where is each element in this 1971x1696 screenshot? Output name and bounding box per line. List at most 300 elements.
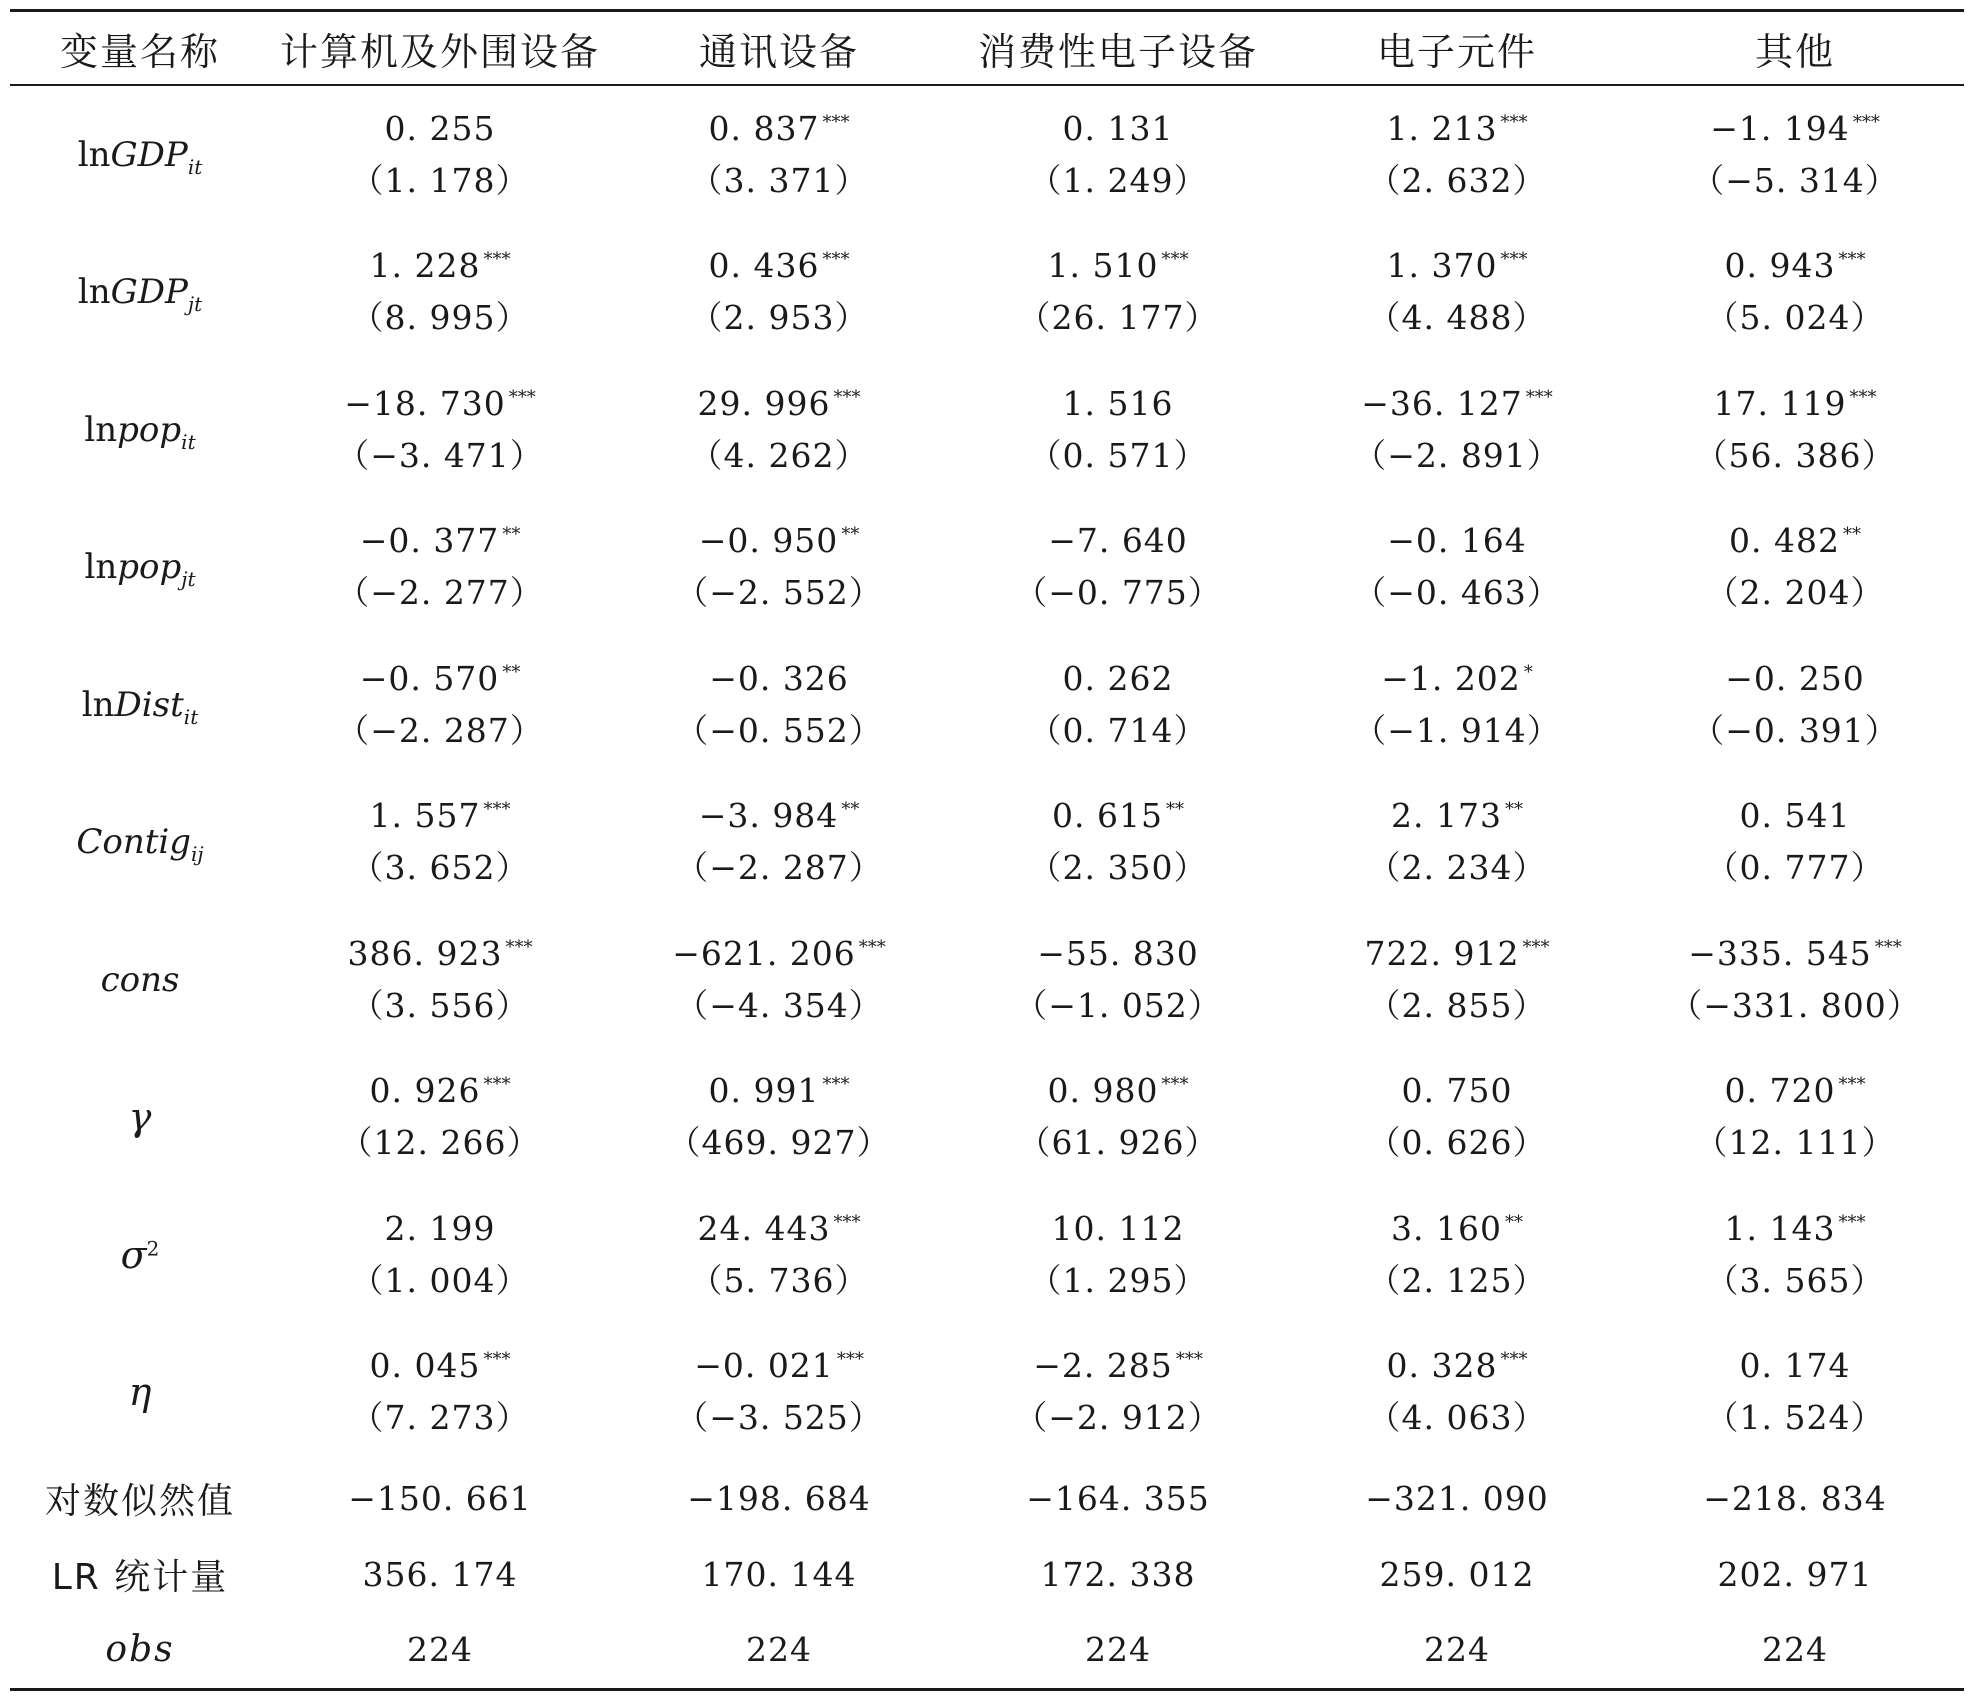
coefficient-value: 2. 199	[384, 1208, 496, 1248]
variable-name	[77, 134, 203, 179]
coefficient-value: 0. 720	[1724, 1071, 1836, 1111]
t-statistic: （−1. 052）	[1014, 985, 1222, 1025]
t-statistic: （5. 736）	[689, 1260, 869, 1300]
summary-value: 224	[1085, 1630, 1151, 1670]
summary-row	[10, 1612, 1964, 1688]
summary-value: 224	[746, 1630, 812, 1670]
header-cell-computers: 计算机及外围设备	[279, 29, 600, 74]
header-cell-communications: 通讯设备	[698, 29, 859, 74]
significance-stars: **	[502, 524, 521, 546]
coefficient	[360, 653, 521, 705]
variable-subscript: jt	[181, 567, 196, 592]
significance-stars: **	[841, 524, 860, 546]
t-statistic: （12. 266）	[339, 1123, 541, 1163]
t-statistic: （2. 855）	[1367, 985, 1547, 1025]
significance-stars: **	[1504, 799, 1523, 821]
significance-stars: ***	[1525, 386, 1553, 408]
t-statistic: （−3. 471）	[336, 435, 544, 475]
coefficient-value: 3. 160	[1391, 1208, 1502, 1248]
t-statistic: （4. 063）	[1367, 1398, 1547, 1438]
coefficient-value: −0. 950	[698, 521, 839, 561]
coefficient-value: −0. 164	[1387, 521, 1527, 561]
coefficient-value: 386. 923	[347, 933, 503, 973]
coefficient	[694, 1340, 864, 1392]
data-cell	[610, 86, 948, 224]
coefficient	[1048, 240, 1189, 292]
t-statistic: （3. 565）	[1705, 1260, 1885, 1300]
coefficient-value: −3. 984	[698, 796, 839, 836]
coefficient	[709, 103, 850, 155]
t-statistic: （1. 524）	[1705, 1398, 1885, 1438]
log-prefix: ln	[77, 272, 111, 313]
significance-stars: **	[1842, 524, 1861, 546]
coefficient	[1048, 515, 1188, 567]
coefficient-value: 0. 328	[1386, 1346, 1498, 1386]
coefficient-value: 0. 991	[708, 1071, 820, 1111]
summary-value: 356. 174	[362, 1554, 518, 1594]
summary-value: −164. 355	[1026, 1479, 1210, 1519]
coefficient	[1391, 1203, 1523, 1255]
coefficient-value: −1. 202	[1381, 658, 1521, 698]
significance-stars: ***	[1161, 249, 1189, 271]
coefficient	[370, 240, 511, 292]
variable-name	[76, 822, 204, 867]
coefficient-value: 1. 228	[369, 246, 481, 286]
variable-name	[129, 1095, 152, 1139]
data-cell	[610, 636, 948, 774]
significance-stars: ***	[833, 1211, 861, 1233]
coefficient	[1688, 928, 1902, 980]
summary-value: 259. 012	[1379, 1554, 1535, 1594]
t-statistic: （61. 926）	[1017, 1123, 1219, 1163]
data-cell	[1288, 1186, 1626, 1324]
coefficient-value: 0. 615	[1052, 796, 1163, 836]
data-cell	[1626, 361, 1964, 499]
t-statistic: （56. 386）	[1694, 435, 1896, 475]
data-cell	[1626, 774, 1964, 912]
row-label	[10, 1186, 270, 1324]
coefficient	[1361, 378, 1553, 430]
table-row	[10, 86, 1964, 224]
coefficient-value: 0. 045	[369, 1346, 481, 1386]
significance-stars: ***	[1500, 111, 1528, 133]
t-statistic: （0. 626）	[1367, 1123, 1547, 1163]
variable-symbol: σ	[120, 1232, 147, 1277]
data-cell	[1626, 224, 1964, 362]
t-statistic: （2. 632）	[1367, 160, 1547, 200]
header-cell-other: 其他	[1754, 29, 1835, 74]
significance-stars: ***	[858, 936, 886, 958]
coefficient-value: 722. 912	[1364, 933, 1520, 973]
coefficient-value: −2. 285	[1033, 1346, 1173, 1386]
coefficient	[1729, 515, 1861, 567]
variable-name	[129, 1370, 152, 1414]
t-statistic: （−4. 354）	[675, 985, 883, 1025]
coefficient	[385, 103, 496, 155]
t-statistic: （1. 178）	[350, 160, 530, 200]
variable-symbol: GDP	[110, 134, 188, 175]
table-row	[10, 224, 1964, 362]
coefficient-value: 1. 510	[1047, 246, 1159, 286]
summary-value: 224	[1762, 1630, 1828, 1670]
significance-stars: ***	[822, 249, 850, 271]
t-statistic: （4. 262）	[689, 435, 869, 475]
significance-stars: ***	[1500, 249, 1528, 271]
coefficient	[1037, 928, 1199, 980]
coefficient	[1387, 1340, 1528, 1392]
t-statistic: （−2. 912）	[1014, 1398, 1222, 1438]
t-statistic: （0. 714）	[1028, 710, 1208, 750]
log-prefix: ln	[84, 409, 118, 450]
data-cell	[1288, 774, 1626, 912]
summary-label: LR 统计量	[51, 1556, 229, 1598]
coefficient-value: 1. 557	[369, 796, 481, 836]
data-cell	[610, 774, 948, 912]
coefficient	[1052, 1203, 1185, 1255]
summary-value: 202. 971	[1717, 1554, 1873, 1594]
data-cell	[610, 361, 948, 499]
table-row	[10, 1186, 1964, 1324]
data-cell	[610, 1186, 948, 1324]
table-row	[10, 1324, 1964, 1462]
variable-symbol: γ	[128, 1095, 152, 1140]
data-cell	[1626, 499, 1964, 637]
data-cell	[270, 1186, 610, 1324]
coefficient-value: 0. 541	[1739, 796, 1851, 836]
data-cell	[948, 361, 1288, 499]
t-statistic: （3. 371）	[689, 160, 869, 200]
variable-name	[81, 684, 199, 729]
significance-stars: ***	[508, 386, 536, 408]
table-row	[10, 636, 1964, 774]
coefficient-value: −335. 545	[1688, 933, 1872, 973]
data-cell	[1288, 911, 1626, 1049]
t-statistic: （1. 295）	[1028, 1260, 1208, 1300]
variable-symbol: cons	[100, 959, 180, 1000]
t-statistic: （3. 652）	[350, 848, 530, 888]
significance-stars: **	[841, 799, 860, 821]
data-cell	[610, 224, 948, 362]
coefficient	[360, 515, 521, 567]
significance-stars: ***	[483, 799, 511, 821]
significance-stars: ***	[1874, 936, 1902, 958]
significance-stars: ***	[483, 1349, 511, 1371]
t-statistic: （3. 556）	[350, 985, 530, 1025]
t-statistic: （26. 177）	[1017, 298, 1219, 338]
data-cell	[1288, 499, 1626, 637]
variable-subscript: jt	[187, 292, 203, 317]
t-statistic: （−2. 277）	[336, 573, 544, 613]
variable-name	[84, 409, 196, 454]
coefficient	[1048, 1065, 1189, 1117]
coefficient-value: 0. 750	[1401, 1071, 1513, 1111]
t-statistic: （−0. 775）	[1014, 573, 1222, 613]
significance-stars: ***	[1522, 936, 1550, 958]
data-cell	[948, 1186, 1288, 1324]
coefficient	[699, 790, 860, 842]
data-cell	[270, 911, 610, 1049]
coefficient-value: 2. 173	[1391, 796, 1502, 836]
coefficient-value: 0. 436	[708, 246, 820, 286]
data-cell	[1288, 1324, 1626, 1462]
data-cell	[1288, 636, 1626, 774]
coefficient	[1710, 103, 1880, 155]
t-statistic: （−2. 552）	[675, 573, 883, 613]
significance-stars: ***	[1838, 1074, 1866, 1096]
coefficient	[699, 515, 860, 567]
coefficient	[1725, 1065, 1866, 1117]
header-cell-consumer-electronics: 消费性电子设备	[977, 29, 1258, 74]
coefficient	[1387, 515, 1527, 567]
t-statistic: （7. 273）	[350, 1398, 530, 1438]
coefficient	[1063, 103, 1174, 155]
summary-value: 172. 338	[1040, 1554, 1196, 1594]
t-statistic: （−3. 525）	[675, 1398, 883, 1438]
significance-stars: ***	[836, 1349, 864, 1371]
data-cell	[948, 499, 1288, 637]
significance-stars: ***	[1175, 1349, 1203, 1371]
variable-superscript: 2	[146, 1236, 160, 1261]
variable-symbol: GDP	[110, 272, 188, 313]
t-statistic: （12. 111）	[1694, 1123, 1896, 1163]
variable-symbol: η	[128, 1370, 152, 1415]
t-statistic: （1. 249）	[1028, 160, 1208, 200]
t-statistic: （2. 350）	[1028, 848, 1208, 888]
variable-name	[101, 960, 180, 1000]
coefficient	[370, 790, 511, 842]
t-statistic: （5. 024）	[1705, 298, 1885, 338]
coefficient-value: 1. 370	[1386, 246, 1498, 286]
coefficient-value: −0. 377	[359, 521, 500, 561]
t-statistic: （−5. 314）	[1691, 160, 1899, 200]
significance-stars: ***	[1849, 386, 1877, 408]
t-statistic: （2. 125）	[1367, 1260, 1547, 1300]
coefficient	[1052, 790, 1184, 842]
summary-value: −198. 684	[687, 1479, 871, 1519]
coefficient	[1402, 1065, 1513, 1117]
data-cell	[948, 224, 1288, 362]
data-cell	[270, 1324, 610, 1462]
significance-stars: **	[1165, 799, 1184, 821]
t-statistic: （2. 234）	[1367, 848, 1547, 888]
coefficient	[709, 240, 850, 292]
coefficient	[1033, 1340, 1203, 1392]
summary-value: 224	[1424, 1630, 1490, 1670]
significance-stars: **	[502, 661, 521, 683]
data-cell	[270, 1049, 610, 1187]
coefficient	[1725, 240, 1866, 292]
coefficient	[709, 1065, 850, 1117]
t-statistic: （0. 777）	[1705, 848, 1885, 888]
header-row	[10, 12, 1964, 84]
t-statistic: （−2. 287）	[336, 710, 544, 750]
coefficient-value: −0. 021	[694, 1346, 834, 1386]
data-cell	[610, 499, 948, 637]
coefficient	[1391, 790, 1523, 842]
t-statistic: （2. 953）	[689, 298, 869, 338]
coefficient	[370, 1340, 511, 1392]
variable-subscript: ij	[191, 842, 204, 867]
data-cell	[610, 1049, 948, 1187]
significance-stars: ***	[1500, 1349, 1528, 1371]
summary-value: 170. 144	[701, 1554, 857, 1594]
coefficient-value: 0. 255	[384, 108, 496, 148]
coefficient	[698, 378, 861, 430]
t-statistic: （469. 927）	[667, 1123, 891, 1163]
data-cell	[948, 1324, 1288, 1462]
summary-row	[10, 1461, 1964, 1537]
coefficient-value: 1. 516	[1062, 383, 1174, 423]
data-cell	[270, 636, 610, 774]
coefficient-value: −7. 640	[1048, 521, 1188, 561]
coefficient-value: 0. 926	[369, 1071, 481, 1111]
coefficient-value: 0. 174	[1739, 1346, 1851, 1386]
row-label	[10, 911, 270, 1049]
bottom-rule	[10, 1688, 1964, 1691]
data-cell	[1288, 224, 1626, 362]
coefficient-value: −18. 730	[344, 383, 506, 423]
data-cell	[948, 86, 1288, 224]
variable-subscript: it	[183, 704, 199, 729]
data-cell	[610, 911, 948, 1049]
data-cell	[270, 224, 610, 362]
data-cell	[270, 774, 610, 912]
t-statistic: （1. 004）	[350, 1260, 530, 1300]
t-statistic: （−2. 891）	[1353, 435, 1561, 475]
summary-label: obs	[105, 1629, 175, 1671]
coefficient	[1387, 103, 1528, 155]
coefficient	[370, 1065, 511, 1117]
row-label	[10, 361, 270, 499]
significance-stars: ***	[822, 111, 850, 133]
data-cell	[1626, 1324, 1964, 1462]
data-cell	[270, 86, 610, 224]
log-prefix: ln	[81, 684, 115, 725]
coefficient	[1381, 653, 1533, 705]
coefficient-value: −0. 250	[1725, 658, 1865, 698]
data-cell	[1626, 1049, 1964, 1187]
significance-stars: ***	[1838, 1211, 1866, 1233]
summary-value: 224	[407, 1630, 473, 1670]
coefficient-value: 0. 837	[708, 108, 820, 148]
data-cell	[1626, 1186, 1964, 1324]
t-statistic: （−2. 287）	[675, 848, 883, 888]
variable-name	[77, 272, 203, 317]
data-cell	[1626, 86, 1964, 224]
data-cell	[270, 361, 610, 499]
coefficient	[344, 378, 536, 430]
regression-table	[10, 9, 1964, 1691]
data-cell	[1626, 636, 1964, 774]
variable-name	[121, 1233, 160, 1277]
data-cell	[1288, 1049, 1626, 1187]
coefficient-value: −55. 830	[1037, 933, 1199, 973]
coefficient	[672, 928, 886, 980]
variable-symbol: Dist	[114, 684, 184, 725]
coefficient	[1365, 928, 1550, 980]
t-statistic: （−0. 391）	[1691, 710, 1899, 750]
significance-stars: **	[1504, 1211, 1523, 1233]
significance-stars: ***	[833, 386, 861, 408]
t-statistic: （−0. 463）	[1353, 573, 1561, 613]
summary-label: 对数似然值	[44, 1481, 235, 1523]
coefficient-value: 0. 131	[1062, 108, 1174, 148]
coefficient-value: 29. 996	[697, 383, 831, 423]
t-statistic: （4. 488）	[1367, 298, 1547, 338]
coefficient	[709, 653, 849, 705]
significance-stars: ***	[1161, 1074, 1189, 1096]
row-label	[10, 1324, 270, 1462]
log-prefix: ln	[77, 134, 111, 175]
variable-symbol: pop	[117, 409, 182, 450]
summary-value: −321. 090	[1365, 1479, 1549, 1519]
row-label	[10, 636, 270, 774]
coefficient-value: −0. 326	[709, 658, 849, 698]
coefficient	[1714, 378, 1877, 430]
coefficient	[1740, 790, 1851, 842]
summary-value: −218. 834	[1703, 1479, 1887, 1519]
coefficient-value: 24. 443	[697, 1208, 831, 1248]
significance-stars: ***	[822, 1074, 850, 1096]
row-label	[10, 224, 270, 362]
coefficient-value: −36. 127	[1361, 383, 1523, 423]
coefficient	[1725, 653, 1865, 705]
row-label	[10, 499, 270, 637]
summary-row	[10, 1537, 1964, 1613]
t-statistic: （−1. 914）	[1353, 710, 1561, 750]
coefficient	[1063, 378, 1174, 430]
coefficient-value: 1. 213	[1386, 108, 1498, 148]
data-cell	[1626, 911, 1964, 1049]
row-label	[10, 1049, 270, 1187]
data-cell	[610, 1324, 948, 1462]
variable-subscript: it	[187, 154, 203, 179]
variable-symbol: Contig	[76, 822, 192, 863]
coefficient	[348, 928, 533, 980]
significance-stars: ***	[1852, 111, 1880, 133]
coefficient	[1387, 240, 1528, 292]
data-cell	[948, 774, 1288, 912]
t-statistic: （8. 995）	[350, 298, 530, 338]
coefficient-value: −1. 194	[1710, 108, 1850, 148]
row-label	[10, 86, 270, 224]
data-cell	[1288, 361, 1626, 499]
coefficient	[1063, 653, 1174, 705]
data-cell	[270, 499, 610, 637]
significance-stars: *	[1523, 661, 1533, 683]
variable-symbol: pop	[117, 547, 182, 588]
table-row	[10, 911, 1964, 1049]
table-row	[10, 774, 1964, 912]
data-cell	[948, 911, 1288, 1049]
header-cell-variable: 变量名称	[59, 29, 220, 74]
coefficient	[698, 1203, 861, 1255]
t-statistic: （−331. 800）	[1669, 985, 1921, 1025]
row-label	[10, 774, 270, 912]
header-cell-electronic-components: 电子元件	[1376, 29, 1537, 74]
coefficient-value: 1. 143	[1724, 1208, 1836, 1248]
coefficient-value: 10. 112	[1051, 1208, 1185, 1248]
significance-stars: ***	[483, 1074, 511, 1096]
table-row	[10, 499, 1964, 637]
data-cell	[948, 636, 1288, 774]
log-prefix: ln	[84, 547, 118, 588]
coefficient	[1740, 1340, 1851, 1392]
table-body	[10, 86, 1964, 1688]
coefficient-value: 0. 262	[1062, 658, 1174, 698]
coefficient	[385, 1203, 496, 1255]
coefficient-value: 0. 980	[1047, 1071, 1159, 1111]
